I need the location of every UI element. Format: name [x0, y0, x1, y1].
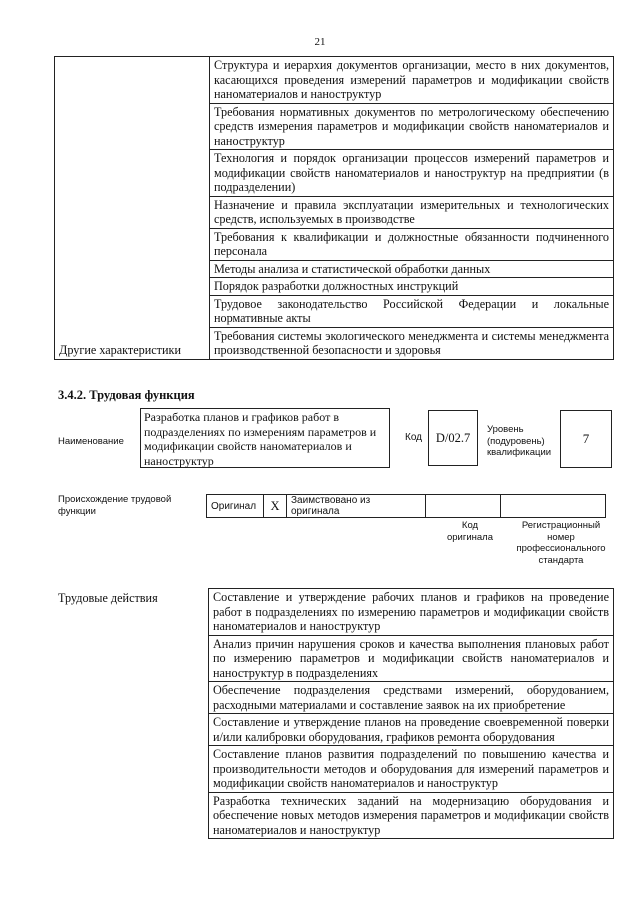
origin-original-cell: Оригинал — [207, 495, 264, 518]
table-cell: Разработка технических заданий на модернизацию оборудования и обеспечение новых методов измерения параметров и модификации свойств наноматериалов и наноструктур — [209, 792, 614, 839]
origin-label — [58, 494, 171, 517]
origin-mark-cell: X — [264, 495, 287, 518]
labor-actions-table — [54, 588, 614, 839]
knowledge-table-block — [54, 56, 614, 360]
qualification-level-box: 7 — [560, 410, 612, 468]
origin-label-line: Происхождение трудовой — [58, 494, 172, 505]
table-cell: Составление и утверждение планов на проведение своевременной поверки и/или калибровки оборудования, графиков ремонта оборудования — [209, 714, 614, 746]
table-cell: Трудовое законодательство Российской Федерации и локальные нормативные акты — [210, 295, 614, 327]
table-cell: Составление планов развития подразделений по повышению качества и производительности методов и оборудования для измерений параметров и модификации свойств наноматериалов и наноструктур — [209, 746, 614, 793]
table-cell: Требования к квалификации и должностные обязанности подчиненного персонала — [210, 228, 614, 260]
code-box: D/02.7 — [428, 410, 478, 466]
label-line: Регистрационный — [521, 520, 601, 531]
table-cell: Назначение и правила эксплуатации измерительных и технологических средств, используемых в производстве — [210, 196, 614, 228]
table-cell: Методы анализа и статистической обработки данных — [210, 260, 614, 278]
table-cell: Технология и порядок организации процессов измерений параметров и модификации свойств наноматериалов и наноструктур на предприятии (в подразделении) — [210, 150, 614, 197]
level-label-line: Уровень — [487, 424, 524, 435]
labor-actions-label: Трудовые действия — [58, 590, 158, 605]
table-cell: Анализ причин нарушения сроков и качества выполнения плановых работ по измерению параметров и модификации свойств наноматериалов и наноструктур в подразделениях — [209, 635, 614, 682]
table-cell: Составление и утверждение рабочих планов и графиков на проведение работ в подразделениях по измерению параметров и модификации свойств наноматериалов и наноструктур — [209, 589, 614, 636]
knowledge-table — [54, 56, 614, 360]
actions-table-block — [54, 588, 614, 839]
table-cell: Требования системы экологического менеджмента и системы менеджмента производственной безопасности и здоровья — [210, 327, 614, 359]
level-label-line: (подуровень) — [487, 435, 545, 447]
original-code-label — [440, 520, 500, 543]
name-label: Наименование — [58, 436, 124, 447]
function-name-box: Разработка планов и графиков работ в подразделениях по измерениям параметров и модификации свойств наноматериалов и наноструктур — [140, 408, 390, 468]
section-title: 3.4.2. Трудовая функция — [58, 388, 195, 402]
origin-label-line: функции — [58, 505, 96, 517]
registration-number-label — [508, 520, 614, 566]
registration-number-cell — [501, 495, 606, 518]
origin-table — [206, 494, 606, 518]
qualification-level-label — [487, 424, 551, 459]
label-line: Код — [461, 520, 479, 531]
origin-borrowed-cell: Заимствовано из оригинала — [287, 495, 426, 518]
other-characteristics-label: Другие характеристики — [55, 57, 210, 360]
label-line: профессионального — [516, 543, 606, 554]
table-cell: Требования нормативных документов по метрологическому обеспечению средств измерения параметров и модификации свойств наноматериалов и наноструктур — [210, 103, 614, 150]
page-number: 21 — [314, 36, 326, 48]
code-label: Код — [405, 432, 423, 443]
table-cell: Структура и иерархия документов организации, место в них документов, касающихся проведения измерений параметров и модификации свойств наноматериалов и наноструктур — [210, 57, 614, 104]
table-row — [55, 57, 614, 104]
level-label-line: квалификации — [487, 447, 552, 458]
label-line: стандарта — [538, 554, 584, 566]
original-code-cell — [426, 495, 501, 518]
label-line: номер — [547, 531, 575, 543]
table-cell: Порядок разработки должностных инструкций — [210, 278, 614, 296]
table-row — [54, 589, 614, 636]
table-cell: Обеспечение подразделения средствами измерений, оборудованием, расходными материалами и составление заявок на их приобретение — [209, 682, 614, 714]
table-row — [207, 495, 606, 518]
label-line: оригинала — [446, 531, 493, 543]
